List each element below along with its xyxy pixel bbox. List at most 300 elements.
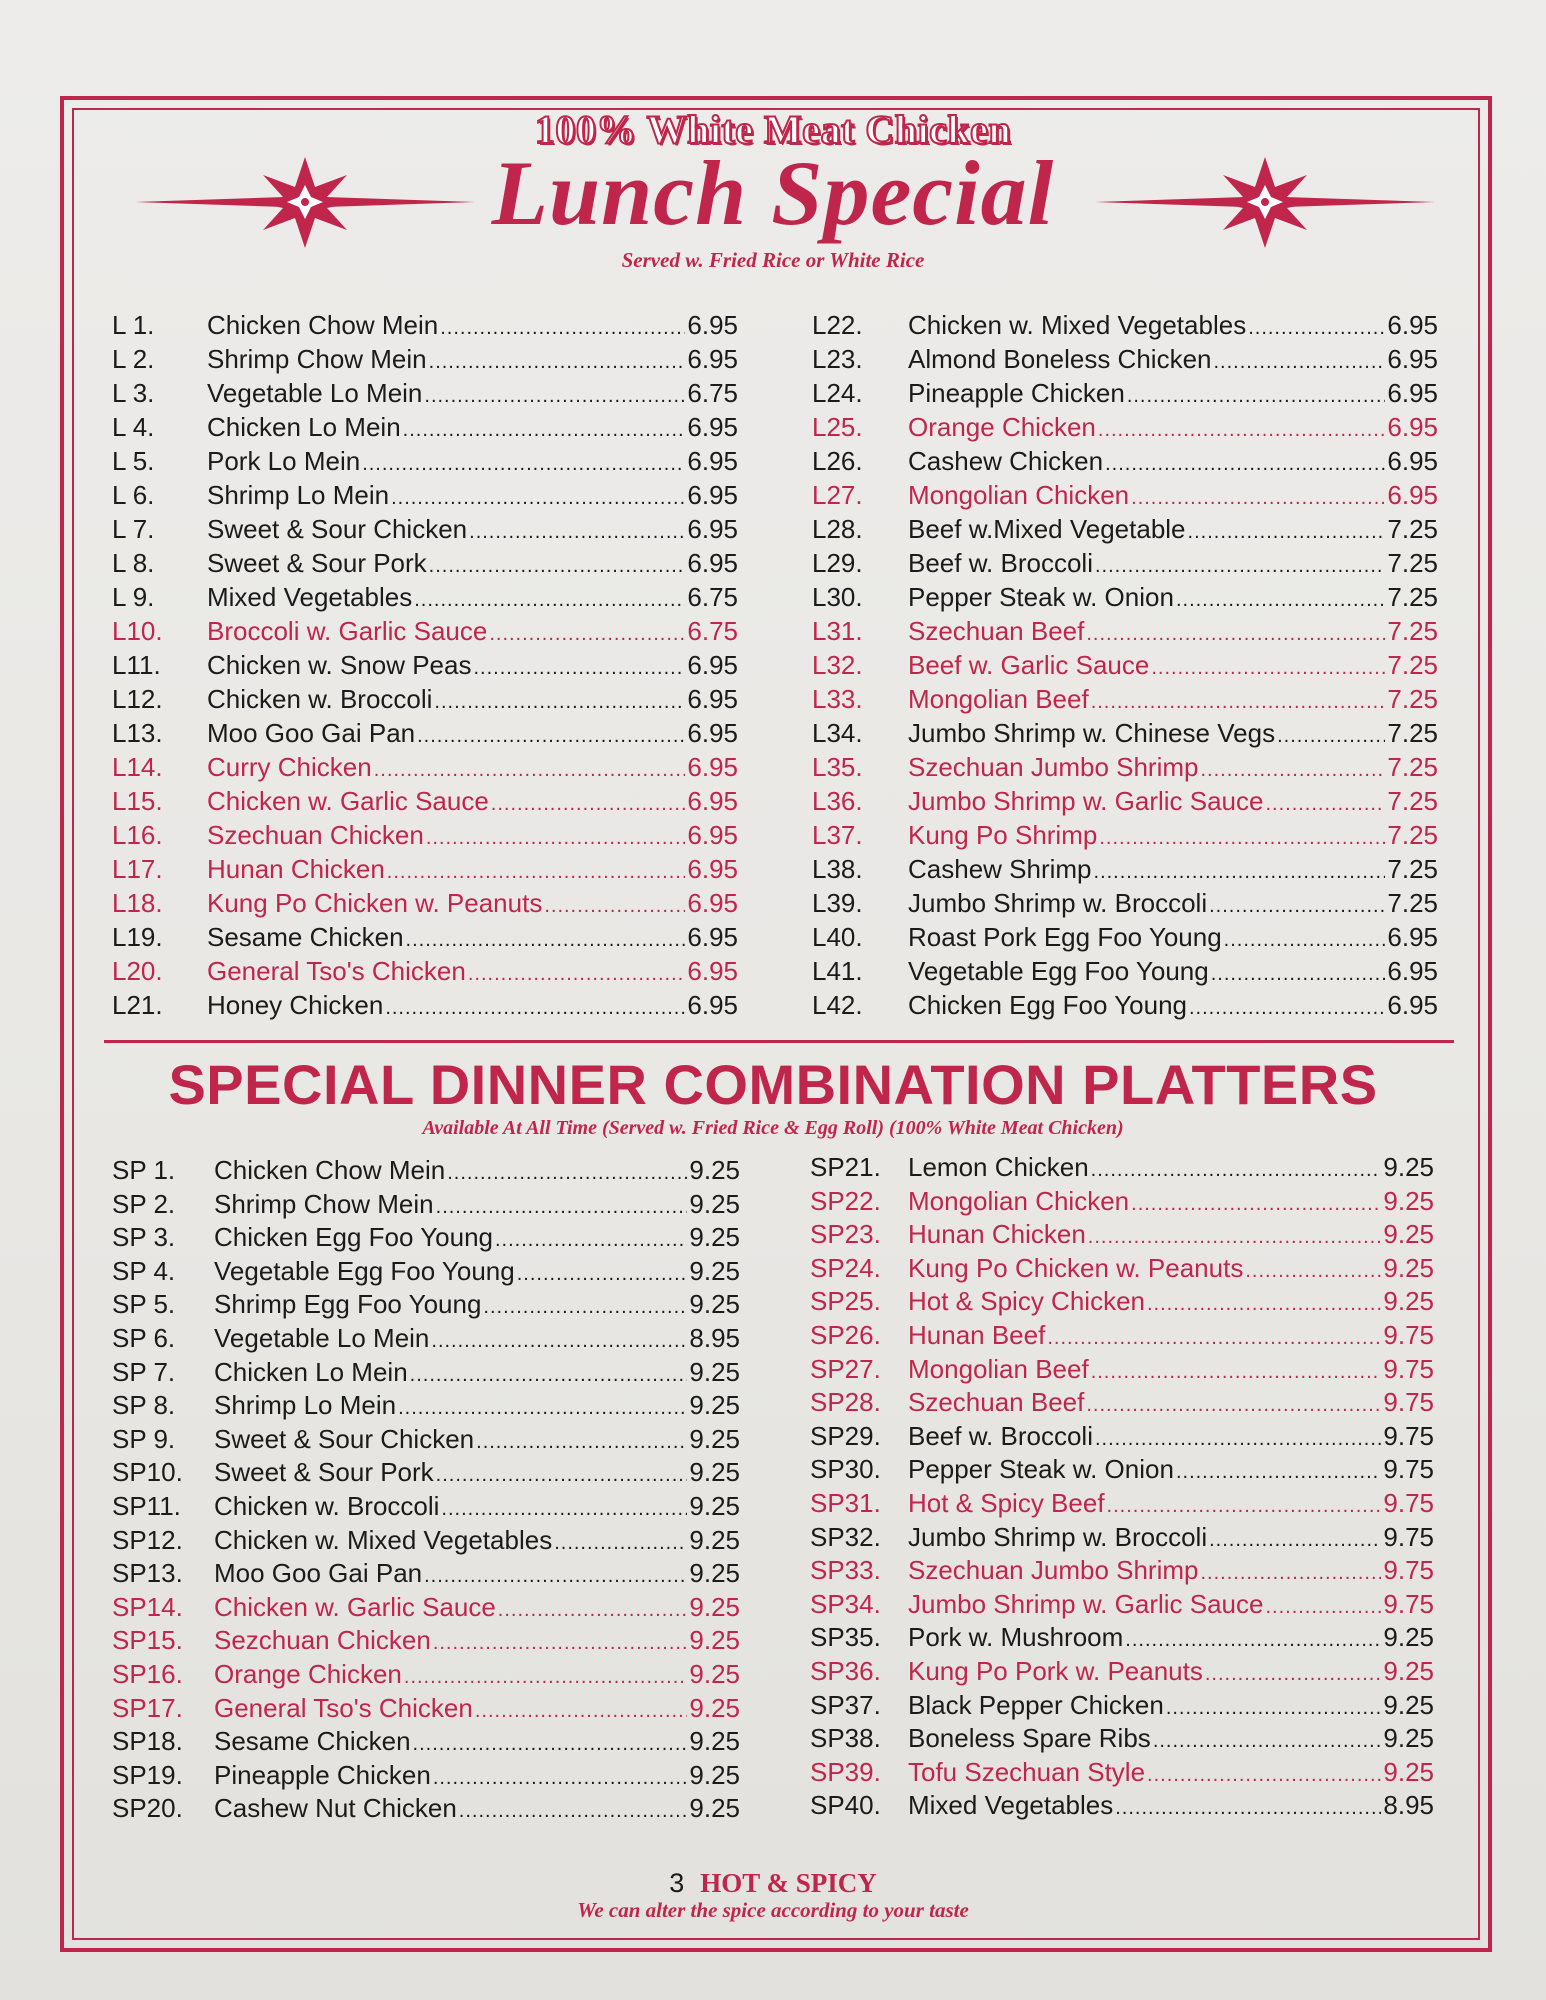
menu-item (810, 1421, 1434, 1453)
item-code: L11. (112, 650, 161, 680)
item-code: SP40. (810, 1790, 881, 1821)
dinner-section-subtitle: Available At All Time (Served w. Fried Rice & Egg Roll) (100% White Meat Chicken) (422, 1117, 1124, 1139)
item-name: Beef w.Mixed Vegetable (908, 514, 1186, 544)
item-name: Chicken w. Mixed Vegetables (214, 1524, 553, 1555)
dot-leader (1265, 1596, 1381, 1619)
dot-leader (1188, 521, 1386, 544)
item-name: Sweet & Sour Pork (207, 548, 427, 578)
dot-leader (489, 623, 685, 646)
item-code: L27. (812, 480, 863, 510)
item-code: L38. (812, 854, 863, 884)
item-code: SP 5. (112, 1289, 176, 1320)
item-name: Sweet & Sour Chicken (207, 514, 468, 544)
item-code: L 7. (112, 514, 155, 544)
item-code: L33. (812, 684, 863, 714)
item-name: Chicken w. Broccoli (207, 684, 433, 714)
dot-leader (1200, 759, 1385, 782)
menu-item (112, 650, 738, 682)
item-name: Shrimp Egg Foo Young (214, 1289, 482, 1320)
item-code: L23. (812, 344, 863, 374)
item-code: SP26. (810, 1320, 881, 1350)
item-name: Sweet & Sour Pork (214, 1457, 434, 1488)
item-name: Sweet & Sour Chicken (214, 1423, 475, 1454)
item-code: L17. (112, 854, 163, 884)
item-code: L37. (812, 820, 863, 850)
dot-leader (1091, 1159, 1382, 1182)
menu-item (112, 1424, 740, 1456)
item-code: SP31. (810, 1488, 881, 1518)
dot-leader (391, 487, 685, 510)
item-price: 7.25 (1387, 752, 1438, 782)
menu-item (810, 1790, 1434, 1822)
page-number: 3 (669, 1868, 685, 1898)
item-name: Pepper Steak w. Onion (908, 582, 1174, 612)
item-code: L41. (812, 956, 863, 986)
dinner-section-title: SPECIAL DINNER COMBINATION PLATTERS (168, 1053, 1378, 1116)
item-code: SP25. (810, 1286, 881, 1317)
item-name: Pineapple Chicken (908, 378, 1125, 408)
item-price: 6.95 (687, 718, 738, 748)
item-code: L18. (112, 888, 163, 918)
item-code: L31. (812, 616, 863, 646)
menu-item (112, 548, 738, 580)
item-name: Sesame Chicken (214, 1726, 411, 1757)
item-code: L28. (812, 514, 863, 544)
item-code: SP34. (810, 1588, 881, 1619)
item-code: L 1. (112, 310, 155, 340)
dot-leader (1153, 1730, 1382, 1753)
item-code: L 4. (112, 412, 155, 442)
dot-leader (1151, 657, 1385, 680)
item-price: 6.95 (687, 990, 738, 1020)
item-name: Mongolian Beef (908, 684, 1089, 714)
dot-leader (447, 1162, 687, 1185)
item-name: Chicken w. Garlic Sauce (214, 1591, 496, 1622)
item-code: SP37. (810, 1689, 881, 1720)
menu-item (810, 1387, 1434, 1419)
dot-leader (1176, 1461, 1381, 1484)
dot-leader (1131, 487, 1385, 510)
dot-leader (1147, 1764, 1381, 1787)
dot-leader (1098, 419, 1386, 442)
dot-leader (431, 1330, 687, 1353)
menu-item (812, 990, 1438, 1022)
item-name: Hot & Spicy Beef (908, 1488, 1105, 1518)
item-name: Szechuan Chicken (207, 820, 424, 850)
item-price: 9.25 (689, 1255, 740, 1286)
dot-leader (398, 1397, 687, 1420)
item-price: 6.95 (1387, 990, 1438, 1020)
item-price: 6.95 (687, 310, 738, 340)
item-name: Jumbo Shrimp w. Broccoli (908, 888, 1208, 918)
dot-leader (417, 725, 685, 748)
item-code: SP24. (810, 1252, 881, 1283)
item-code: SP22. (810, 1185, 881, 1216)
item-price: 6.95 (687, 650, 738, 680)
item-name: General Tso's Chicken (214, 1692, 473, 1723)
dot-leader (1047, 1327, 1381, 1350)
item-name: Shrimp Chow Mein (207, 344, 427, 374)
menu-item (812, 412, 1438, 444)
item-name: Pork Lo Mein (207, 446, 361, 476)
menu-item (812, 616, 1438, 648)
item-price: 9.75 (1383, 1387, 1434, 1418)
menu-item (112, 786, 738, 818)
dot-leader (436, 1196, 688, 1219)
item-price: 6.95 (1387, 446, 1438, 476)
menu-item (112, 1726, 740, 1758)
menu-item (112, 1525, 740, 1557)
item-name: Pepper Steak w. Onion (908, 1454, 1174, 1485)
item-code: SP29. (810, 1420, 881, 1451)
menu-item (112, 514, 738, 546)
menu-item (112, 820, 738, 852)
dot-leader (476, 1431, 687, 1454)
item-name: Beef w. Garlic Sauce (908, 650, 1150, 680)
item-price: 7.25 (1387, 582, 1438, 612)
item-name: Shrimp Lo Mein (214, 1390, 397, 1421)
item-price: 6.75 (687, 378, 738, 408)
item-code: L39. (812, 888, 863, 918)
hot-spicy-legend: HOT & SPICY (700, 1868, 877, 1898)
dot-leader (1209, 895, 1385, 918)
menu-item (112, 1155, 740, 1187)
item-price: 9.25 (1383, 1656, 1434, 1686)
item-name: Hunan Chicken (908, 1219, 1086, 1250)
menu-item (812, 650, 1438, 682)
menu-item (810, 1152, 1434, 1184)
dot-leader (1131, 1193, 1381, 1216)
item-name: Orange Chicken (214, 1659, 402, 1689)
item-code: SP15. (112, 1625, 183, 1656)
dot-leader (413, 1733, 688, 1756)
dot-leader (1176, 589, 1385, 612)
item-name: Chicken Egg Foo Young (214, 1222, 493, 1253)
item-name: Szechuan Beef (908, 1387, 1085, 1418)
item-code: L 6. (112, 480, 155, 510)
item-code: SP12. (112, 1524, 183, 1555)
item-price: 9.25 (689, 1155, 740, 1185)
item-price: 6.95 (1387, 956, 1438, 986)
dot-leader (1095, 1428, 1381, 1451)
item-code: SP 2. (112, 1188, 176, 1219)
dot-leader (433, 1767, 688, 1790)
item-price: 9.25 (1383, 1286, 1434, 1317)
item-name: Szechuan Beef (908, 616, 1085, 646)
item-name: Vegetable Egg Foo Young (908, 956, 1209, 986)
dot-leader (429, 351, 686, 374)
footer-legend (0, 1868, 1546, 1899)
item-price: 6.95 (687, 344, 738, 374)
item-name: Kung Po Pork w. Peanuts (908, 1656, 1203, 1686)
item-code: L42. (812, 990, 863, 1020)
menu-item (112, 1289, 740, 1321)
menu-item (812, 480, 1438, 512)
item-code: SP30. (810, 1454, 881, 1485)
item-name: Pork w. Mushroom (908, 1622, 1124, 1653)
item-price: 9.75 (1383, 1353, 1434, 1384)
dot-leader (1125, 1629, 1381, 1652)
menu-item (810, 1723, 1434, 1755)
menu-item (810, 1757, 1434, 1789)
dot-leader (440, 317, 685, 340)
dot-leader (544, 895, 685, 918)
item-code: SP 3. (112, 1222, 176, 1253)
item-name: Mixed Vegetables (207, 582, 413, 612)
menu-item (112, 616, 738, 648)
item-code: SP33. (810, 1555, 881, 1586)
item-code: SP36. (810, 1656, 881, 1686)
menu-item (810, 1286, 1434, 1318)
item-code: L12. (112, 684, 163, 714)
item-price: 6.95 (687, 786, 738, 816)
item-name: Roast Pork Egg Foo Young (908, 922, 1222, 952)
menu-item (112, 412, 738, 444)
item-code: SP 7. (112, 1356, 176, 1387)
item-price: 6.95 (1387, 922, 1438, 952)
menu-item (812, 786, 1438, 818)
item-code: SP 4. (112, 1255, 176, 1286)
item-price: 6.95 (687, 820, 738, 850)
item-code: L10. (112, 616, 163, 646)
item-name: Jumbo Shrimp w. Chinese Vegs (908, 718, 1276, 748)
dot-leader (362, 453, 685, 476)
item-name: Jumbo Shrimp w. Garlic Sauce (908, 786, 1264, 816)
dot-leader (1086, 1394, 1381, 1417)
item-name: Chicken w. Mixed Vegetables (908, 310, 1247, 340)
item-price: 9.25 (689, 1491, 740, 1521)
dot-leader (414, 589, 685, 612)
item-name: Chicken Chow Mein (214, 1155, 446, 1185)
dot-leader (1091, 1361, 1382, 1384)
item-price: 6.95 (687, 684, 738, 714)
menu-item (112, 888, 738, 920)
dot-leader (1211, 963, 1386, 986)
item-price: 9.25 (689, 1759, 740, 1790)
item-name: Beef w. Broccoli (908, 1420, 1093, 1451)
item-price: 6.95 (687, 752, 738, 782)
dot-leader (498, 1599, 688, 1622)
item-price: 9.25 (689, 1390, 740, 1421)
item-code: L 2. (112, 344, 155, 374)
item-name: Shrimp Chow Mein (214, 1188, 434, 1219)
dot-leader (1107, 1495, 1382, 1518)
item-price: 6.95 (687, 480, 738, 510)
item-code: L 8. (112, 548, 155, 578)
item-name: Chicken Egg Foo Young (908, 990, 1187, 1020)
menu-item (112, 582, 738, 614)
item-code: L34. (812, 718, 863, 748)
item-price: 6.95 (1387, 310, 1438, 340)
item-price: 9.25 (689, 1289, 740, 1320)
item-price: 9.25 (689, 1793, 740, 1824)
dot-leader (1214, 351, 1386, 374)
item-name: Kung Po Chicken w. Peanuts (908, 1252, 1244, 1283)
menu-item (812, 922, 1438, 954)
menu-item (112, 480, 738, 512)
item-price: 9.25 (1383, 1689, 1434, 1720)
dot-leader (1200, 1562, 1381, 1585)
lunch-special-title: Lunch Special (491, 142, 1055, 244)
white-meat-banner: 100% White Meat Chicken (534, 107, 1012, 152)
menu-item (812, 888, 1438, 920)
dot-leader (1277, 725, 1385, 748)
item-name: Jumbo Shrimp w. Garlic Sauce (908, 1588, 1264, 1619)
item-code: SP32. (810, 1521, 881, 1552)
menu-item (810, 1622, 1434, 1654)
menu-item (112, 1323, 740, 1355)
item-code: SP13. (112, 1558, 183, 1589)
dot-leader (1166, 1697, 1382, 1720)
item-code: SP21. (810, 1152, 881, 1182)
dot-leader (1099, 827, 1385, 850)
item-name: Curry Chicken (207, 752, 372, 782)
menu-item (810, 1186, 1434, 1218)
item-price: 6.95 (1387, 378, 1438, 408)
dot-leader (1209, 1529, 1381, 1552)
item-name: Chicken Chow Mein (207, 310, 439, 340)
item-price: 7.25 (1387, 548, 1438, 578)
item-price: 6.95 (1387, 344, 1438, 374)
item-name: Sezchuan Chicken (214, 1625, 431, 1656)
item-code: SP38. (810, 1723, 881, 1754)
item-price: 9.75 (1383, 1320, 1434, 1350)
item-price: 9.25 (689, 1625, 740, 1656)
item-name: General Tso's Chicken (207, 956, 466, 986)
item-price: 9.75 (1383, 1488, 1434, 1518)
item-price: 6.95 (687, 956, 738, 986)
item-name: Vegetable Lo Mein (207, 378, 423, 408)
item-code: L29. (812, 548, 863, 578)
dot-leader (517, 1263, 688, 1286)
dot-leader (554, 1532, 687, 1555)
menu-item (112, 1693, 740, 1725)
item-name: Orange Chicken (908, 412, 1096, 442)
item-price: 9.75 (1383, 1454, 1434, 1485)
item-price: 7.25 (1387, 616, 1438, 646)
item-price: 9.25 (1383, 1219, 1434, 1250)
item-price: 6.95 (687, 548, 738, 578)
item-code: SP19. (112, 1759, 183, 1790)
item-name: Sesame Chicken (207, 922, 404, 952)
dot-leader (1115, 1797, 1381, 1820)
dot-leader (1248, 317, 1385, 340)
menu-item (112, 1189, 740, 1221)
item-price: 6.95 (687, 514, 738, 544)
dot-leader (469, 521, 685, 544)
menu-item (112, 922, 738, 954)
menu-item (112, 1760, 740, 1792)
item-name: Lemon Chicken (908, 1152, 1089, 1182)
item-price: 9.25 (689, 1356, 740, 1387)
item-name: Broccoli w. Garlic Sauce (207, 616, 488, 646)
item-price: 7.25 (1387, 514, 1438, 544)
item-price: 9.25 (689, 1188, 740, 1219)
menu-item (112, 1491, 740, 1523)
item-code: L22. (812, 310, 863, 340)
item-price: 9.25 (1383, 1252, 1434, 1283)
dot-leader (1245, 1260, 1381, 1283)
item-price: 9.75 (1383, 1555, 1434, 1586)
dot-leader (404, 1666, 688, 1689)
dot-leader (1088, 1226, 1382, 1249)
dot-leader (495, 1229, 687, 1252)
item-name: Chicken w. Broccoli (214, 1491, 440, 1521)
item-price: 9.25 (689, 1524, 740, 1555)
menu-item (112, 310, 738, 342)
item-price: 9.25 (1383, 1756, 1434, 1787)
menu-item (810, 1522, 1434, 1554)
menu-item (112, 1625, 740, 1657)
menu-item (812, 378, 1438, 410)
item-code: SP 6. (112, 1323, 176, 1353)
dot-leader (1095, 555, 1385, 578)
menu-item (112, 1390, 740, 1422)
item-code: L24. (812, 378, 863, 408)
menu-item (812, 344, 1438, 376)
menu-item (810, 1488, 1434, 1520)
menu-item (812, 582, 1438, 614)
item-code: SP35. (810, 1622, 881, 1653)
menu-item (810, 1454, 1434, 1486)
item-code: L20. (112, 956, 163, 986)
dot-leader (424, 385, 685, 408)
menu-item (812, 820, 1438, 852)
item-name: Kung Po Chicken w. Peanuts (207, 888, 543, 918)
dot-leader (1205, 1663, 1382, 1686)
item-name: Pineapple Chicken (214, 1759, 431, 1790)
menu-item (112, 956, 738, 988)
item-name: Chicken w. Garlic Sauce (207, 786, 489, 816)
dot-leader (385, 997, 685, 1020)
item-name: Kung Po Shrimp (908, 820, 1098, 850)
item-code: SP 9. (112, 1423, 176, 1454)
item-code: L16. (112, 820, 163, 850)
item-price: 6.95 (687, 854, 738, 884)
menu-item (112, 446, 738, 478)
item-price: 7.25 (1387, 650, 1438, 680)
dot-leader (410, 1364, 688, 1387)
menu-item (812, 446, 1438, 478)
item-code: SP28. (810, 1387, 881, 1418)
item-price: 8.95 (689, 1323, 740, 1353)
dot-leader (441, 1498, 687, 1521)
menu-item (810, 1219, 1434, 1251)
item-price: 9.75 (1383, 1420, 1434, 1451)
dot-leader (468, 963, 686, 986)
item-code: L26. (812, 446, 863, 476)
menu-item (112, 854, 738, 886)
menu-item (812, 548, 1438, 580)
lunch-special-subtitle: Served w. Fried Rice or White Rice (621, 248, 925, 272)
item-code: L 3. (112, 378, 155, 408)
item-code: SP39. (810, 1756, 881, 1787)
item-name: Mongolian Chicken (908, 1185, 1130, 1216)
item-code: SP27. (810, 1353, 881, 1384)
dot-leader (1147, 1293, 1381, 1316)
item-code: L 5. (112, 446, 155, 476)
item-price: 9.25 (1383, 1185, 1434, 1216)
menu-item (112, 1659, 740, 1691)
menu-item (112, 378, 738, 410)
item-code: L 9. (112, 582, 155, 612)
item-price: 9.25 (689, 1558, 740, 1589)
item-name: Chicken Lo Mein (214, 1356, 408, 1387)
dot-leader (459, 1800, 688, 1823)
item-name: Black Pepper Chicken (908, 1689, 1164, 1720)
menu-item (810, 1354, 1434, 1386)
menu-item (810, 1253, 1434, 1285)
